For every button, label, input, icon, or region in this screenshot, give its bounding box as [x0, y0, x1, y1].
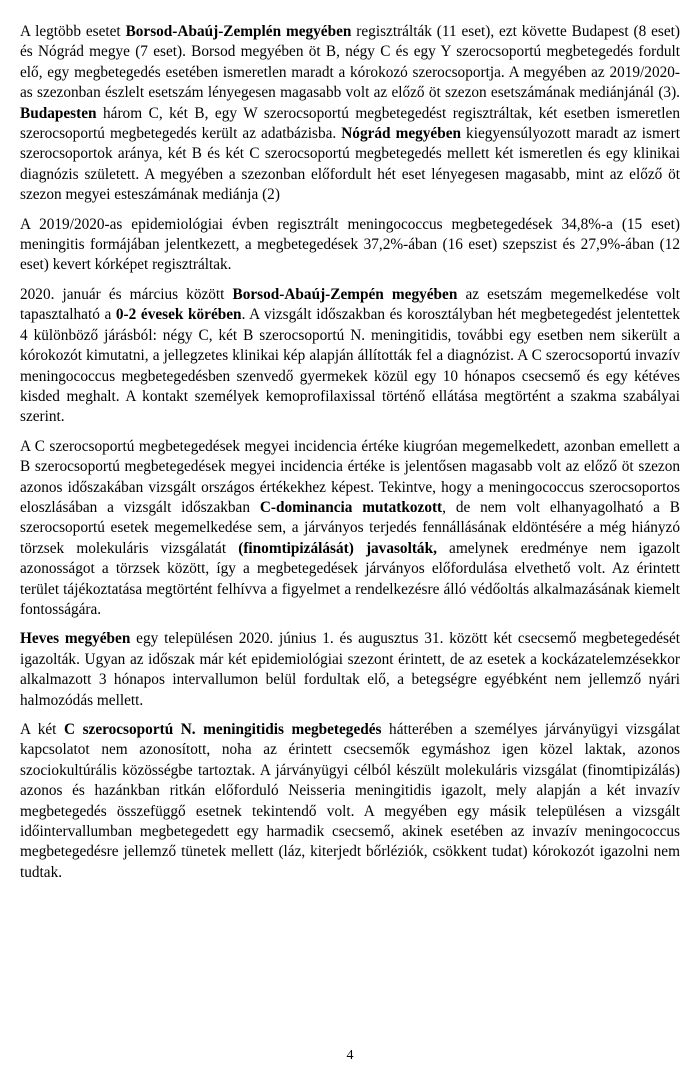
bold-text-run: C szerocsoportú N. meningitidis megbetegedés: [63, 721, 382, 738]
paragraph: [20, 629, 680, 711]
text-run: 2020. január és március között: [20, 285, 233, 303]
bold-text-run: Nógrád megyében: [341, 125, 462, 143]
text-run: amelynek eredménye nem igazolt azonosságot a törzsek között, így a megbetegedések járványos előfordulása elvethető volt. Az érintett terület tájékoztatása megtörtént felhívva a figyelmet a rendelkezésre álló védőoltás alkalmazásának kiemelt fontosságára.: [20, 539, 680, 618]
text-run: kiegyensúlyozott maradt az ismert szerocsoportok aránya, két B és két C szerocsoportú megbetegedés mellett két ismeretlen és egy klinikai diagnózis született. A megyében a szezonban előfordult hét eset lényegesen magasabb, mint az előző öt szezon megyei esteszámának mediánja (2): [20, 125, 680, 204]
paragraph: [20, 437, 680, 621]
text-run: hátterében a személyes járványügyi vizsgálat kapcsolatot nem azonosított, noha az érintett csecsemők egymáshoz igen közel laktak, azonos szociokultúrális közösségbe tartoztak. A járványügyi célból készült molekuláris vizsgálat (finomtipizálás) azonos és hazánkban ritkán előforduló Neisseria meningitidis igazolt, mely alapján a két invazív megbetegedés összefüggő esetnek tekintendő volt. A megyében egy másik településen a vizsgált időintervallumban megbetegedett egy harmadik csecsemő, akinek esetében az invazív meningococcus megbetegedésre jellemző tünetek mellett (láz, kiterjedt bőrléziók, csökkent tudat) kórokozót igazolni nem tudtak.: [20, 721, 680, 881]
bold-text-run: C-dominancia mutatkozott: [259, 498, 443, 516]
bold-text-run: Borsod-Abaúj-Zemplén megyében: [125, 23, 352, 40]
text-run: , de nem volt elhanyagolható a B szerocsoportú esetek megemelkedése sem, a járványos terjedés fennállásának eldöntésére a még hiányzó törzsek molekuláris vizsgálatát: [20, 498, 680, 557]
text-run: egy településen 2020. június 1. és augusztus 31. között két csecsemő megbetegedését igazolták. Ugyan az időszak már két epidemiológiai szezont érintett, de az esetek a kockázatelemzésekkor alkalmazott 3 hónapos intervallumon belül fordultak elő, a betegségre egyébként nem jellemző nyári halmozódás mellett.: [20, 630, 680, 709]
paragraph: [20, 22, 680, 206]
bold-text-run: Budapesten: [20, 104, 97, 122]
text-run: A C szerocsoportú megbetegedések megyei incidencia értéke kiugróan megemelkedett, azonban emellett a B szerocsoportú megbetegedések megyei incidencia értéke is jelentősen magasabb volt az előző öt szezon azonos időszakában vizsgált országos értékekhez képest. Tekintve, hogy a meningococcus szerocsoportos eloszlásában a vizsgált időszakban: [20, 437, 680, 516]
paragraph: [20, 285, 680, 428]
text-run: regisztrálták (11 eset), ezt követte Budapest (8 eset) és Nógrád megye (7 eset). Borsod megyében öt B, négy C és egy Y szerocsoportú megbetegedés fordult elő, egy megbetegedés esetében ismeretlen maradt a kórokozó szerocsoportja. A megyében az 2019/2020-as szezonban észlelt esetszám lényegesen magasabb volt az előző öt szezon esetszámának mediánjánál (3).: [20, 23, 680, 102]
bold-text-run: Heves megyében: [20, 630, 131, 648]
bold-text-run: Borsod-Abaúj-Zempén megyében: [232, 285, 458, 303]
page-number: 4: [346, 1048, 354, 1063]
paragraph: [20, 215, 680, 276]
text-run: az esetszám megemelkedése volt tapasztalható a: [20, 285, 680, 324]
text-run: három C, két B, egy W szerocsoportú megbetegedést regisztráltak, két esetben ismeretlen szerocsoportú megbetegedés került az adatbázisba.: [20, 104, 680, 143]
bold-text-run: (finomtipizálását) javasolták,: [238, 539, 437, 557]
bold-text-run: 0-2 évesek körében: [115, 306, 242, 324]
text-run: A legtöbb esetet: [20, 23, 126, 40]
body-text: [20, 22, 680, 883]
text-run: . A vizsgált időszakban és korosztályban hét megbetegedést jelentettek 4 különböző járásból: négy C, két B szerocsoportú N. meningitidis, további egy esetben nem sikerült a kórokozót kimutatni, a jellegzetes klinikai kép alapján állították fel a diagnózist. A C szerocsoportú invazív meningococcus megbetegedésben szenvedő gyermekek közül egy 10 hónapos csecsemő és egy kétéves kisded meghalt. A kontakt személyek kemoprofilaxissal történő ellátása megtörtént a szakma szabályai szerint.: [20, 306, 680, 426]
paragraph: [20, 720, 680, 883]
text-run: A két: [20, 721, 64, 738]
text-run: A 2019/2020-as epidemiológiai évben regisztrált meningococcus megbetegedések 34,8%-a (15 eset) meningitis formájában jelentkezett, a megbetegedések 37,2%-ában (16 eset) szepszist és 27,9%-ában (12 eset) kevert kórképet regisztráltak.: [20, 215, 680, 274]
